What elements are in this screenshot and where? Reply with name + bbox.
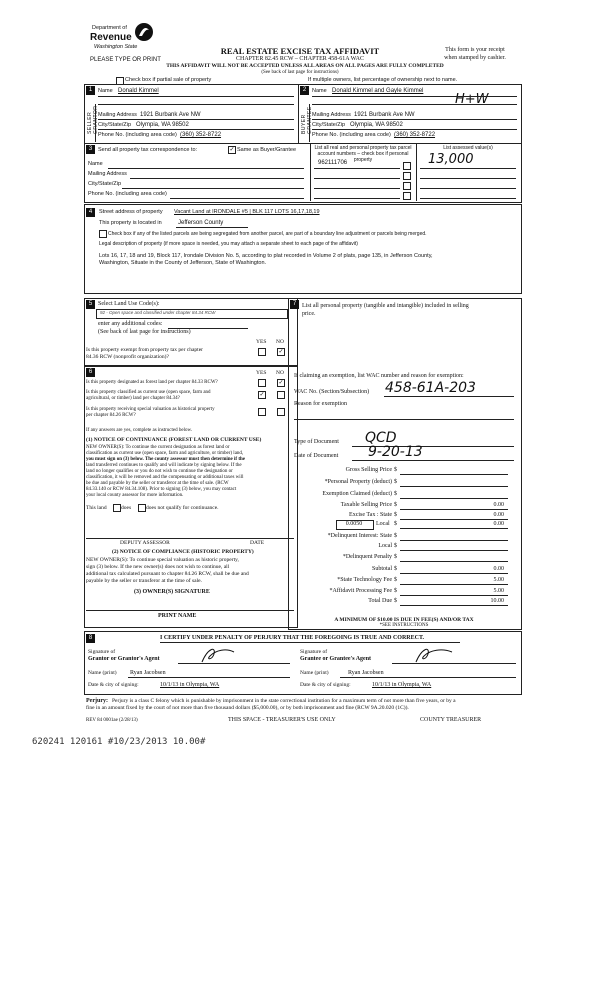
seller-name-label: Name	[98, 88, 113, 94]
q2-line-a: Is this property classified as current use (open space, farm and	[86, 390, 211, 395]
same-as-buyer-checkbox[interactable]: ✓	[229, 147, 235, 153]
q1-no-checkbox[interactable]: ✓	[278, 380, 284, 386]
notice1-line1: NEW OWNER(S): To continue the current designation as forest land or	[86, 445, 230, 450]
revenue-logo-icon	[134, 22, 154, 42]
if-any-yes: If any answers are yes, complete as instructed below.	[86, 428, 193, 433]
this-land-label: This land	[86, 505, 107, 511]
local-label: Local	[376, 521, 390, 527]
section-6-number: 6	[86, 368, 95, 377]
exemption-dollar: $	[394, 491, 397, 497]
located-label: This property is located in	[99, 220, 162, 226]
notice1-line7: be due and payable by the seller or transferor at the time of sale. (RCW	[86, 481, 229, 486]
seller-phone[interactable]: (360) 352-8722	[180, 132, 222, 138]
section-4-number: 4	[86, 208, 95, 217]
notice1-line2: classification as current use (open space, farm and agriculture, or timber) land,	[86, 451, 244, 456]
perjury-text1: Perjury is a class C felony which is punishable by imprisonment in the state correctional institution for a maximum term of not more than five years, or by a	[112, 698, 456, 704]
excise-state-dollar: $	[394, 512, 397, 518]
buyer-mailing[interactable]: 1921 Burbank Ave NW	[354, 112, 415, 118]
local-rate: 0.0050	[345, 521, 363, 527]
form-rev: REV 84 0001ae (2/28/13)	[86, 718, 138, 723]
taxable-dollar: $	[394, 502, 397, 508]
print-name: PRINT NAME	[158, 613, 197, 619]
grantor-sig-label1: Signature of	[88, 649, 116, 655]
exemption-claim-label: If claiming an exemption, list WAC number and reason for exemption:	[294, 373, 464, 379]
revenue-logo	[90, 22, 160, 54]
q2-line-b: agricultural, or timber) land per chapter 84.34?	[86, 396, 180, 401]
notice1-line9: your local county assessor for more information.	[86, 493, 184, 498]
grantee-sig-label1: Signature of	[300, 649, 328, 655]
subtotal-label: Subtotal	[371, 566, 392, 572]
notice2-line2: sign (3) below. If the new owner(s) does not wish to continue, all	[86, 564, 230, 570]
grantee-sig-label2: Grantee or Grantee's Agent	[300, 656, 372, 662]
section-5-number: 5	[86, 300, 95, 309]
q3-line-a: Is this property receiving special valuation as historical property	[86, 407, 215, 412]
delinquent-local-label: Local	[378, 543, 392, 549]
deputy-assessor: DEPUTY ASSESSOR	[120, 540, 170, 546]
s5-see-back: (See back of last page for instructions)	[98, 329, 191, 335]
seller-side-label: SELLER GRANTOR	[87, 105, 99, 134]
notice1-line4: land transferred continues to qualify and will indicate by signing below. If the	[86, 463, 242, 468]
buyer-city[interactable]: Olympia, WA 98502	[350, 122, 403, 128]
grantee-date[interactable]: 10/1/13 in Olympia, WA	[372, 682, 432, 688]
buyer-city-label: City/State/Zip	[312, 122, 346, 128]
legal-line2[interactable]: Washington, Situate in the County of Jefferson, State of Washington.	[99, 260, 267, 266]
grantor-name-label: Name (print)	[88, 670, 117, 676]
partial-sale-label: Check box if partial sale of property	[125, 77, 212, 83]
s3-name-label: Name	[88, 161, 103, 167]
notice1-line3: you must sign on (3) below. The county assessor must then determine if the	[86, 457, 245, 462]
grantor-name[interactable]: Ryan Jacobsen	[130, 670, 166, 676]
parcel-2-personal-checkbox[interactable]	[403, 172, 411, 180]
tech-fee-value[interactable]: 5.00	[493, 577, 504, 583]
processing-fee-label: *Affidavit Processing Fee	[329, 588, 392, 594]
treasurer-only: THIS SPACE - TREASURER'S USE ONLY	[228, 717, 336, 723]
grantee-name-label: Name (print)	[300, 670, 329, 676]
grantor-date[interactable]: 10/1/13 in Olympia, WA	[160, 682, 220, 688]
section-2-number: 2	[300, 86, 309, 95]
tech-fee-label: *State Technology Fee	[337, 577, 392, 583]
reason-label: Reason for exemption	[294, 401, 347, 407]
buyer-phone[interactable]: (360) 352-8722	[394, 132, 436, 138]
land-use-label: Select Land Use Code(s):	[98, 301, 160, 307]
multiple-owners-label: If multiple owners, list percentage of ownership next to name.	[308, 77, 458, 83]
doc-type-value[interactable]: QCD	[365, 430, 397, 446]
certify-line: I CERTIFY UNDER PENALTY OF PERJURY THAT THE FOREGOING IS TRUE AND CORRECT.	[160, 635, 425, 641]
receipt-stamp: 620241 120161 #10/23/2013 10.00#	[32, 737, 206, 747]
section-8-number: 8	[86, 634, 95, 643]
segregated-label: Check box if any of the listed parcels are being segregated from another parcel, are part of a boundary line adjustment or parcels being merged.	[108, 231, 427, 237]
doc-date-value[interactable]: 9-20-13	[368, 444, 423, 460]
q3-yes-checkbox[interactable]	[258, 408, 266, 416]
buyer-name-label: Name	[312, 88, 327, 94]
subtotal-dollar: $	[394, 566, 397, 572]
exempt-yes-checkbox[interactable]	[258, 348, 266, 356]
seller-mailing[interactable]: 1921 Burbank Ave NW	[140, 112, 201, 118]
total-due-label: Total Due	[368, 598, 392, 604]
parcel-4-personal-checkbox[interactable]	[403, 192, 411, 200]
delinquent-local-dollar: $	[394, 543, 397, 549]
notice1-line6: classification, it will be removed and the compensating or additional taxes will	[86, 475, 244, 480]
exempt-no-checkbox[interactable]: ✓	[278, 349, 284, 355]
notice2-line1: NEW OWNER(S): To continue special valuation as historic property,	[86, 557, 239, 563]
delinquent-penalty-label: *Delinquent Penalty	[342, 554, 392, 560]
grantee-date-label: Date & city of signing:	[300, 682, 351, 688]
total-due-dollar: $	[394, 598, 397, 604]
does-checkbox[interactable]	[113, 504, 121, 512]
same-as-buyer-label: Same as Buyer/Grantee	[237, 147, 297, 153]
dept-line2: Revenue	[90, 32, 132, 43]
see-instructions: *SEE INSTRUCTIONS	[379, 623, 429, 628]
s5-yes-header: YES	[256, 339, 267, 345]
buyer-name[interactable]: Donald Kimmel and Gayle Kimmel	[332, 88, 424, 94]
excise-state-label: Excise Tax : State	[349, 512, 392, 518]
doc-date-label: Date of Document	[294, 453, 339, 459]
taxable-label: Taxable Selling Price	[340, 502, 392, 508]
q2-yes-checkbox[interactable]: ✓	[259, 392, 265, 398]
does-not-checkbox[interactable]	[138, 504, 146, 512]
processing-fee-value[interactable]: 5.00	[493, 588, 504, 594]
delinquent-interest-dollar: $	[394, 533, 397, 539]
see-back: (See back of last page for instructions)	[261, 70, 339, 75]
personal-deduct-label: *Personal Property (deduct)	[324, 479, 392, 485]
buyer-handwritten: H+W	[455, 92, 489, 107]
tech-fee-dollar: $	[394, 577, 397, 583]
q1-forest: Is this property designated as forest land per chapter 84.33 RCW?	[86, 380, 218, 385]
minimum-due: A MINIMUM OF $10.00 IS DUE IN FEE(S) AND/OR TAX	[334, 617, 474, 623]
section4-box	[84, 204, 522, 294]
s6-yes-header: YES	[256, 370, 267, 376]
exemption-deduct-label: Exemption Claimed (deduct)	[322, 491, 392, 497]
section-3-number: 3	[86, 145, 95, 154]
assessed-header: List assessed value(s)	[443, 145, 493, 151]
segregated-checkbox[interactable]	[99, 230, 107, 238]
street-value[interactable]: Vacant Land at IRONDALE #5 | BLK 117 LOTS 16,17,18,19	[174, 209, 320, 215]
excise-state-value[interactable]: 0.00	[493, 512, 504, 518]
buyer-mailing-label: Mailing Address	[312, 112, 351, 118]
local-dollar: $	[394, 521, 397, 527]
taxable-value[interactable]: 0.00	[493, 502, 504, 508]
deputy-date: DATE	[250, 540, 265, 546]
does-not-label: does not qualify for continuance.	[146, 505, 219, 511]
chapter-line: CHAPTER 82.45 RCW – CHAPTER 458-61A WAC	[236, 56, 364, 62]
warning-line: THIS AFFIDAVIT WILL NOT BE ACCEPTED UNLESS ALL AREAS ON ALL PAGES ARE FULLY COMPLETED	[166, 63, 444, 69]
personal-property-line1: List all personal property (tangible and intangible) included in selling	[302, 303, 469, 309]
exempt-q2: 84.36 RCW (nonprofit organization)?	[86, 354, 169, 360]
s6-no-header: NO	[276, 370, 284, 376]
delinquent-interest-label: *Delinquent Interest: State	[327, 533, 392, 539]
s3-phone-label: Phone No. (including area code)	[88, 191, 167, 197]
county-treasurer: COUNTY TREASURER	[420, 717, 482, 723]
seller-city[interactable]: Olympia, WA 98502	[136, 122, 189, 128]
perjury-title: Perjury:	[86, 698, 108, 704]
q3-no-checkbox[interactable]	[277, 408, 285, 416]
notice2-line4: payable by the seller or transferor at the time of sale.	[86, 578, 202, 584]
q3-line-b: per chapter 84.26 RCW?	[86, 413, 136, 418]
wac-value[interactable]: 458-61A-203	[385, 380, 476, 396]
exempt-q1: Is this property exempt from property tax per chapter	[86, 347, 203, 353]
does-label: does	[121, 505, 132, 511]
section-7-number: 7	[290, 300, 299, 309]
q2-no-checkbox[interactable]	[277, 391, 285, 399]
additional-codes-label: enter any additional codes:	[98, 321, 163, 327]
street-label: Street address of property	[99, 209, 163, 215]
seller-phone-label: Phone No. (including area code)	[98, 132, 177, 138]
notice1-line8: 84.33.140 or RCW 84.34.108). Prior to signing (3) below, you may contact	[86, 487, 237, 492]
doc-type-label: Type of Document	[294, 439, 339, 445]
seller-city-label: City/State/Zip	[98, 122, 132, 128]
land-use-value: 92 - Open space and classified under chapter 84.34 RCW	[100, 310, 216, 315]
grantee-name[interactable]: Ryan Jacobsen	[348, 670, 384, 676]
buyer-side-label: BUYER GRANTEE	[301, 106, 313, 134]
local-value[interactable]: 0.00	[493, 521, 504, 527]
legal-line1[interactable]: Lots 16, 17, 18 and 19, Block 117, Irondale Division No. 5, according to plat recorded in Volume 2 of plats, page 135, in Jefferson County,	[99, 253, 433, 259]
located-value[interactable]: Jefferson County	[178, 220, 224, 226]
notice1-title: (1) NOTICE OF CONTINUANCE (FOREST LAND OR CURRENT USE)	[86, 437, 262, 443]
owner-signature: (3) OWNER(S) SIGNATURE	[134, 589, 210, 595]
dept-line1: Department of	[92, 25, 127, 31]
dept-line3: Washington State	[94, 44, 138, 50]
parcel-3-personal-checkbox[interactable]	[403, 182, 411, 190]
send-correspondence-label: Send all property tax correspondence to:	[98, 147, 198, 153]
total-due-value[interactable]: 10.00	[490, 598, 504, 604]
assessed-1[interactable]: 13,000	[428, 152, 474, 167]
processing-fee-dollar: $	[394, 588, 397, 594]
gross-dollar: $	[394, 467, 397, 473]
parcel-1-personal-checkbox[interactable]	[403, 162, 411, 170]
s3-city-label: City/State/Zip	[88, 181, 122, 187]
personal-property-line2: price.	[302, 311, 316, 317]
notice1-line5: land no longer qualifies or you do not wish to continue the designation or	[86, 469, 233, 474]
legal-description-label: Legal description of property (if more space is needed, you may attach a separate sheet to each page of the affidavit)	[99, 241, 358, 247]
q1-yes-checkbox[interactable]	[258, 379, 266, 387]
grantor-date-label: Date & city of signing:	[88, 682, 139, 688]
wac-label: WAC No. (Section/Subsection)	[294, 389, 370, 395]
page-title: REAL ESTATE EXCISE TAX AFFIDAVIT	[220, 46, 380, 56]
please-type: PLEASE TYPE OR PRINT	[90, 57, 161, 63]
grantor-sig-label2: Grantor or Grantor's Agent	[88, 656, 160, 662]
gross-label: Gross Selling Price	[345, 467, 392, 473]
subtotal-value[interactable]: 0.00	[493, 566, 504, 572]
s3-mailing-label: Mailing Address	[88, 171, 127, 177]
seller-name[interactable]: Donald Kimmel	[118, 88, 159, 94]
parcel-1[interactable]: 962111706	[318, 160, 348, 166]
perjury-text2: fine in an amount fixed by the court of not more than five thousand dollars ($5,000.00), or by both imprisonment and fine (RCW 9A.20.020 (1C)).	[86, 705, 409, 711]
delinquent-penalty-dollar: $	[394, 554, 397, 560]
parcel-header: List all real and personal property tax parcel account numbers – check box if personal property	[314, 145, 412, 163]
seller-mailing-label: Mailing Address	[98, 112, 137, 118]
section-1-number: 1	[86, 86, 95, 95]
buyer-phone-label: Phone No. (including area code)	[312, 132, 391, 138]
notice2-title: (2) NOTICE OF COMPLIANCE (HISTORIC PROPERTY)	[112, 549, 254, 555]
personal-dollar: $	[394, 479, 397, 485]
s5-no-header: NO	[276, 339, 284, 345]
receipt-note2: when stamped by cashier.	[444, 55, 506, 61]
notice2-line3: additional tax calculated pursuant to chapter 84.26 RCW, shall be due and	[86, 571, 249, 577]
receipt-note1: This form is your receipt	[445, 47, 505, 53]
